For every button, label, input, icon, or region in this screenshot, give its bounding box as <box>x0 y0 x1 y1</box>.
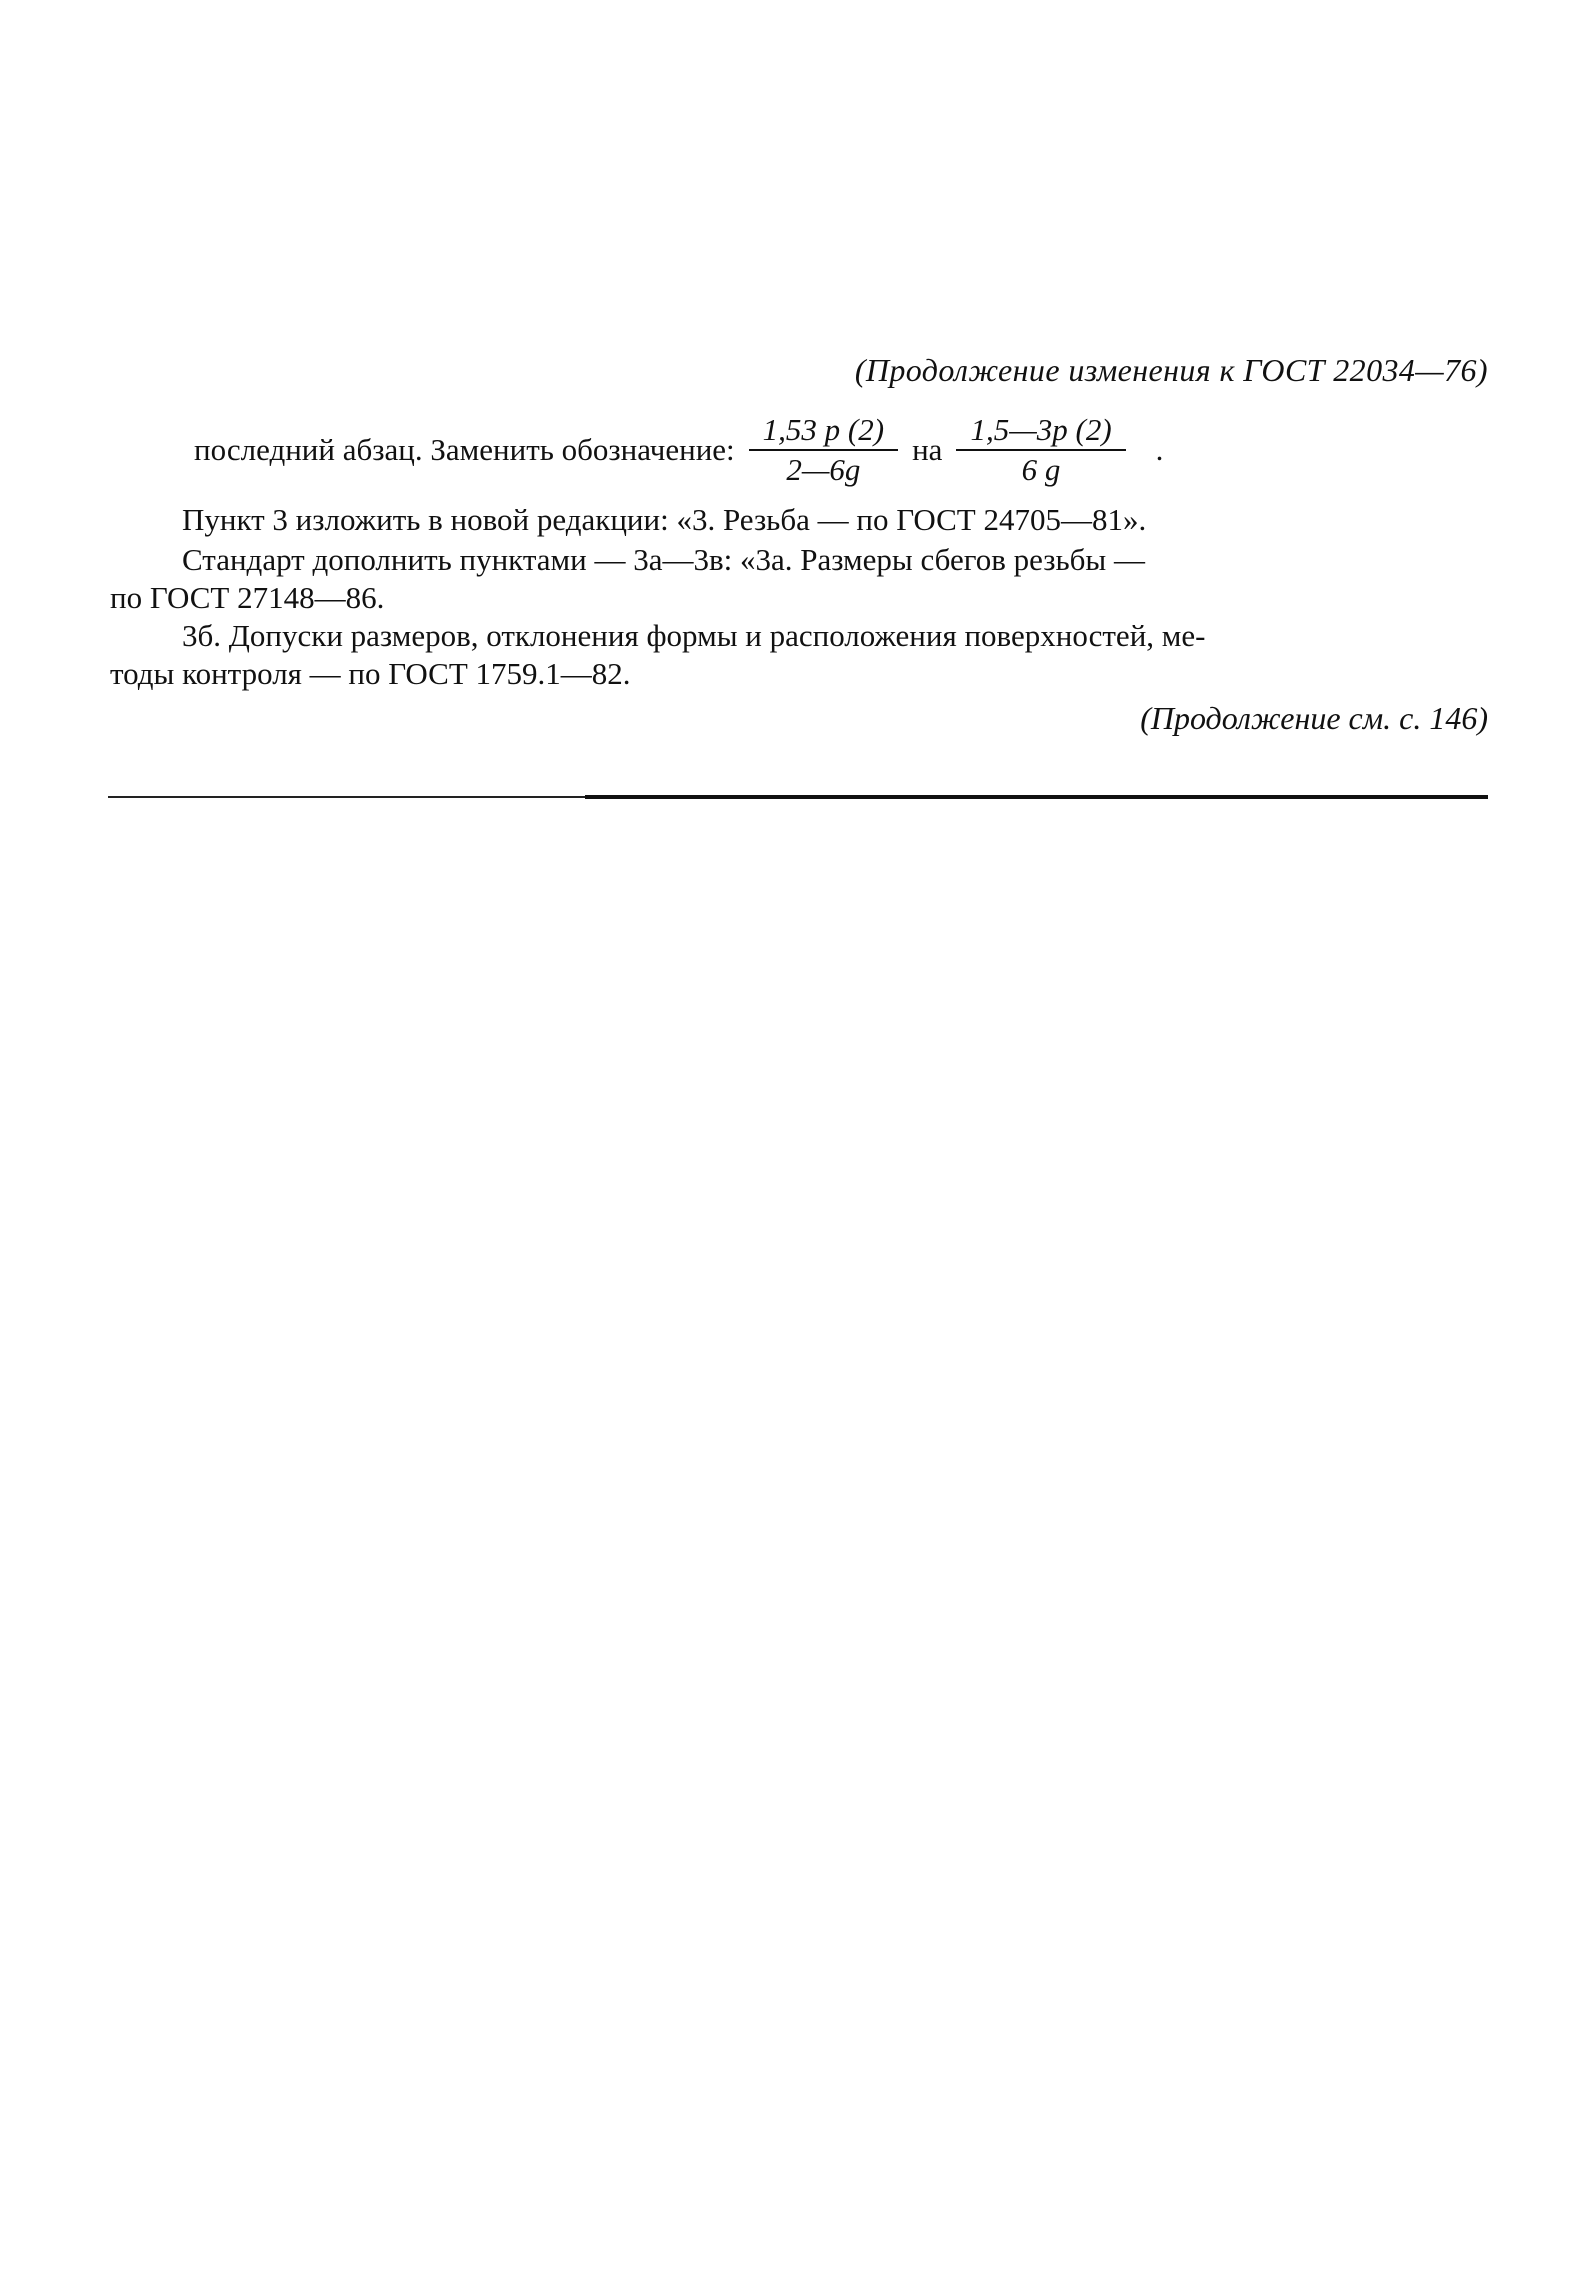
fraction-new-numerator: 1,5—3p (2) <box>956 413 1125 451</box>
formula-prefix: последний абзац. Заменить обозначение: <box>194 432 735 467</box>
formula-connector: на <box>912 432 943 467</box>
formula-suffix: . <box>1155 432 1164 467</box>
formula-line <box>188 410 1163 490</box>
divider-rule-right <box>585 795 1488 799</box>
continued-footer: (Продолжение см. с. 146) <box>1140 700 1488 736</box>
paragraph-item-3b-line2: тоды контроля — по ГОСТ 1759.1—82. <box>110 656 631 691</box>
paragraph-items-3a-3v-line1: Стандарт дополнить пунктами — 3а—3в: «3а. Размеры сбегов резьбы — <box>182 542 1145 577</box>
paragraph-items-3a-3v-line2: по ГОСТ 27148—86. <box>110 580 385 615</box>
continuation-header: (Продолжение изменения к ГОСТ 22034—76) <box>854 352 1488 388</box>
fraction-new-denominator: 6 g <box>1021 452 1061 487</box>
fraction-old-numerator: 1,53 p (2) <box>749 413 898 451</box>
fraction-old-denominator: 2—6g <box>786 452 861 487</box>
fraction-old <box>749 413 898 487</box>
paragraph-item-3: Пункт 3 изложить в новой редакции: «3. Резьба — по ГОСТ 24705—81». <box>182 502 1147 537</box>
fraction-new <box>956 413 1125 487</box>
divider-rule-left <box>108 796 588 798</box>
paragraph-item-3b-line1: 3б. Допуски размеров, отклонения формы и расположения поверхностей, ме- <box>182 618 1206 653</box>
